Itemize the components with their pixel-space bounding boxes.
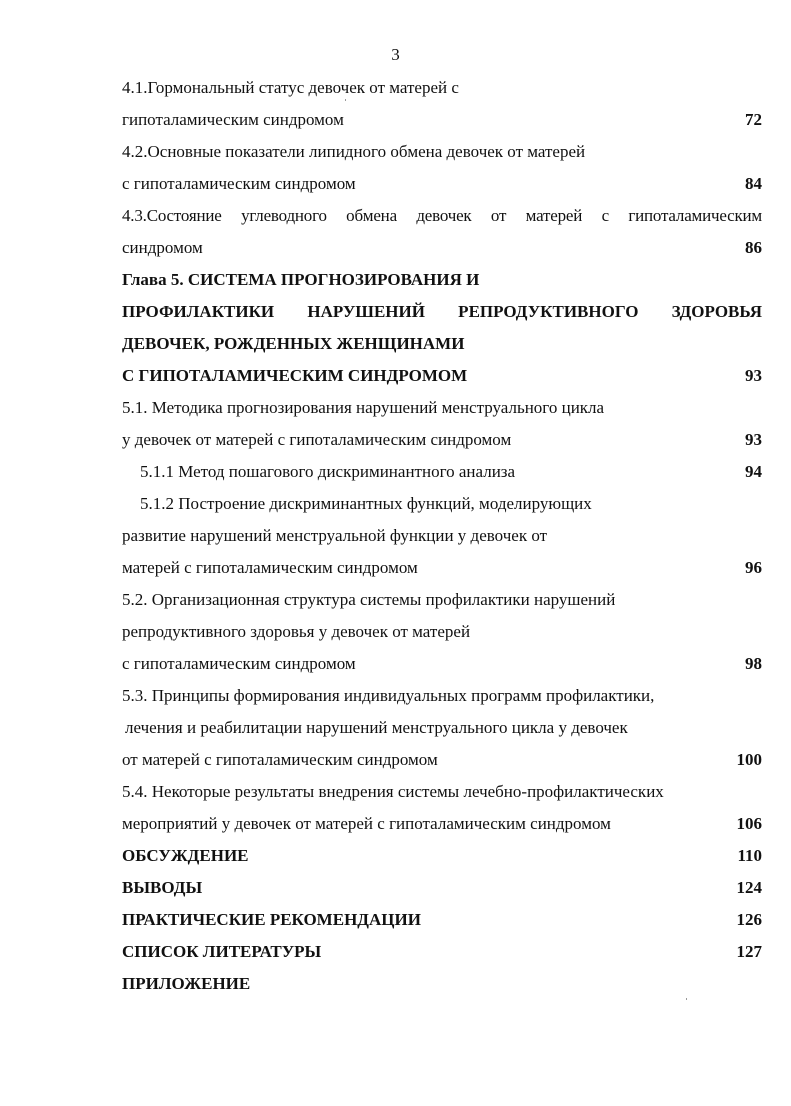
toc-entry-text: 5.1.2 Построение дискриминантных функций, моделирующих — [140, 494, 592, 513]
toc-4-3-line-2 — [122, 232, 762, 264]
toc-section-title: ПРИЛОЖЕНИЕ — [122, 974, 251, 993]
toc-page-number: 96 — [745, 558, 762, 577]
toc-entry-text: 4.1.Гормональный статус девочек от матерей с — [122, 78, 459, 97]
toc-5-2-line-2 — [122, 616, 762, 648]
toc-chapter-title: С ГИПОТАЛАМИЧЕСКИМ СИНДРОМОМ — [122, 366, 468, 385]
toc-page-number: 72 — [745, 110, 762, 129]
toc-chapter-5-line-3 — [122, 328, 762, 360]
toc-page-number: 93 — [745, 366, 762, 385]
toc-section-title: СПИСОК ЛИТЕРАТУРЫ — [122, 942, 322, 961]
toc-4-1-line-1 — [122, 72, 762, 104]
toc-chapter-title: ПРОФИЛАКТИКИ НАРУШЕНИЙ РЕПРОДУКТИВНОГО ЗДОРОВЬЯ — [122, 302, 762, 321]
toc-4-2-line-1 — [122, 136, 762, 168]
toc-5-4-line-1 — [122, 776, 762, 808]
scan-speck — [686, 998, 687, 1000]
toc-entry-text: 5.2. Организационная структура системы профилактики нарушений — [122, 590, 616, 609]
toc-entry-text: гипоталамическим синдромом — [122, 110, 344, 129]
toc-entry-text: 5.4. Некоторые результаты внедрения системы лечебно-профилактических — [122, 782, 664, 801]
toc-entry-text: у девочек от матерей с гипоталамическим синдромом — [122, 430, 512, 449]
table-of-contents — [122, 72, 762, 1000]
toc-page-number: 124 — [736, 878, 762, 897]
toc-page-number: 110 — [737, 846, 762, 865]
toc-section-title: ВЫВОДЫ — [122, 878, 203, 897]
toc-5-4-line-2 — [122, 808, 762, 840]
toc-5-1-line-2 — [122, 424, 762, 456]
toc-entry-text: 4.3.Состояние углеводного обмена девочек от матерей с гипоталамическим — [122, 206, 762, 225]
toc-entry-text: 5.3. Принципы формирования индивидуальных программ профилактики, — [122, 686, 655, 705]
toc-entry-text: мероприятий у девочек от матерей с гипоталамическим синдромом — [122, 814, 611, 833]
toc-discussion — [122, 840, 762, 872]
toc-4-3-line-1 — [122, 200, 762, 232]
toc-page-number: 106 — [736, 814, 762, 833]
toc-entry-text: 4.2.Основные показатели липидного обмена девочек от матерей — [122, 142, 586, 161]
toc-5-1-1-line-1 — [122, 456, 762, 488]
toc-page-number: 84 — [745, 174, 762, 193]
toc-5-3-line-1 — [122, 680, 762, 712]
toc-5-3-line-2 — [122, 712, 762, 744]
toc-5-2-line-1 — [122, 584, 762, 616]
toc-references — [122, 936, 762, 968]
toc-chapter-title: ДЕВОЧЕК, РОЖДЕННЫХ ЖЕНЩИНАМИ — [122, 334, 465, 353]
toc-conclusions — [122, 872, 762, 904]
toc-entry-text: лечения и реабилитации нарушений менструального цикла у девочек — [125, 718, 628, 737]
toc-appendix — [122, 968, 762, 1000]
toc-entry-text: с гипоталамическим синдромом — [122, 654, 356, 673]
toc-5-1-2-line-1 — [122, 488, 762, 520]
toc-page-number: 86 — [745, 238, 762, 257]
toc-page-number: 127 — [736, 942, 762, 961]
toc-entry-text: развитие нарушений менструальной функции у девочек от — [122, 526, 548, 545]
toc-entry-text: репродуктивного здоровья у девочек от матерей — [122, 622, 471, 641]
toc-entry-text: 5.1.1 Метод пошагового дискриминантного анализа — [140, 462, 516, 481]
toc-section-title: ПРАКТИЧЕСКИЕ РЕКОМЕНДАЦИИ — [122, 910, 421, 929]
toc-chapter-5-line-1 — [122, 264, 762, 296]
toc-page-number: 100 — [736, 750, 762, 769]
scan-speck — [345, 99, 346, 101]
toc-page-number: 94 — [745, 462, 762, 481]
toc-entry-text: 5.1. Методика прогнозирования нарушений менструального цикла — [122, 398, 605, 417]
toc-entry-text: матерей с гипоталамическим синдромом — [122, 558, 418, 577]
toc-5-3-line-3 — [122, 744, 762, 776]
toc-5-1-2-line-2 — [122, 520, 762, 552]
toc-entry-text: от матерей с гипоталамическим синдромом — [122, 750, 438, 769]
toc-entry-text: синдромом — [122, 238, 203, 257]
toc-page-number: 126 — [736, 910, 762, 929]
page-number: 3 — [391, 45, 400, 64]
toc-recommendations — [122, 904, 762, 936]
toc-chapter-5-line-2 — [122, 296, 762, 328]
toc-section-title: ОБСУЖДЕНИЕ — [122, 846, 249, 865]
toc-5-2-line-3 — [122, 648, 762, 680]
toc-chapter-5-line-4 — [122, 360, 762, 392]
toc-5-1-2-line-3 — [122, 552, 762, 584]
toc-4-1-line-2 — [122, 104, 762, 136]
toc-chapter-title: Глава 5. СИСТЕМА ПРОГНОЗИРОВАНИЯ И — [122, 270, 480, 289]
toc-page-number: 98 — [745, 654, 762, 673]
toc-4-2-line-2 — [122, 168, 762, 200]
toc-entry-text: с гипоталамическим синдромом — [122, 174, 356, 193]
toc-page-number: 93 — [745, 430, 762, 449]
toc-5-1-line-1 — [122, 392, 762, 424]
